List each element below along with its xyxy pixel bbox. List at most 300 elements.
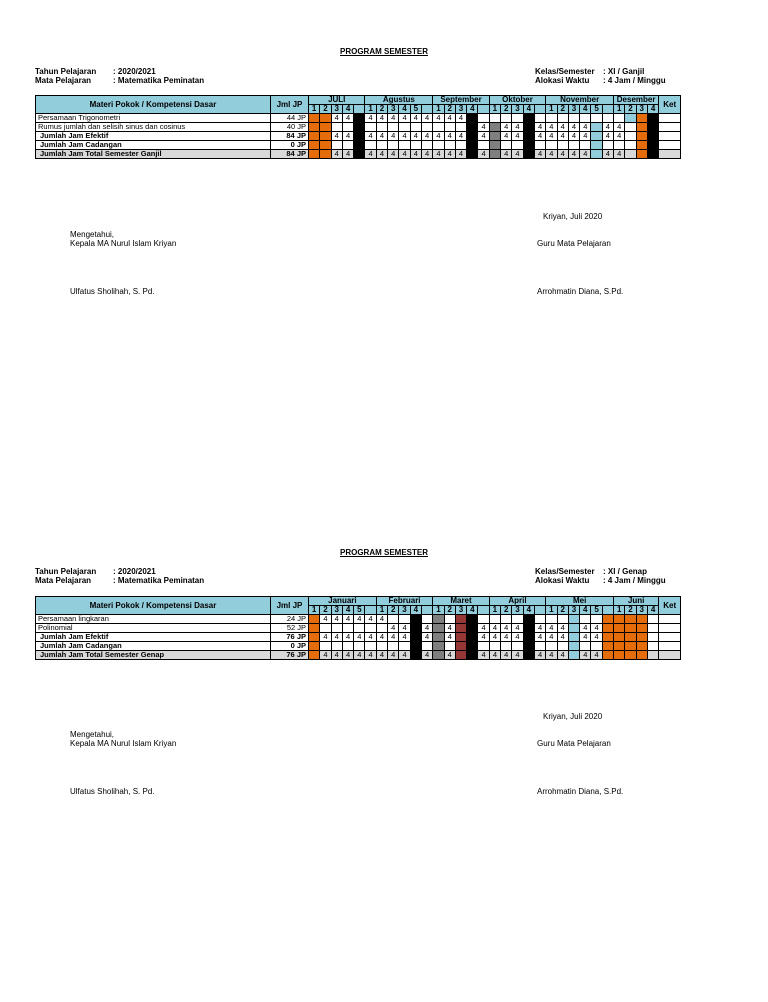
week-cell: 4 xyxy=(376,651,387,660)
week-cell: 4 xyxy=(388,114,399,123)
month-header: Januari xyxy=(309,597,377,606)
week-cell xyxy=(523,651,534,660)
week-cell xyxy=(614,642,625,651)
tahun-pelajaran xyxy=(35,67,156,76)
week-cell: 4 xyxy=(501,132,512,141)
week-number: 2 xyxy=(444,105,455,114)
week-cell: 4 xyxy=(568,132,579,141)
week-cell: 4 xyxy=(546,624,557,633)
week-cell: 4 xyxy=(399,132,410,141)
alokasi-value: : 4 Jam / Minggu xyxy=(603,76,666,85)
week-number: 4 xyxy=(523,105,534,114)
week-cell xyxy=(309,624,320,633)
week-cell xyxy=(546,141,557,150)
week-cell: 4 xyxy=(478,150,489,159)
nama-guru: Arrohmatin Diana, S.Pd. xyxy=(537,287,624,296)
week-cell xyxy=(647,114,658,123)
week-cell xyxy=(647,123,658,132)
week-cell: 4 xyxy=(591,633,602,642)
week-cell xyxy=(602,624,613,633)
week-cell xyxy=(478,642,489,651)
tahun-value: : 2020/2021 xyxy=(113,67,156,76)
week-number: 5 xyxy=(591,105,602,114)
week-number: 4 xyxy=(580,606,591,615)
week-cell xyxy=(591,615,602,624)
materi-cell: Jumlah Jam Cadangan xyxy=(36,642,271,651)
week-cell xyxy=(388,141,399,150)
week-cell: 4 xyxy=(444,651,455,660)
week-cell: 4 xyxy=(455,114,466,123)
week-cell xyxy=(546,615,557,624)
week-cell xyxy=(512,141,523,150)
guru-label: Guru Mata Pelajaran xyxy=(537,239,611,248)
week-cell xyxy=(489,642,500,651)
week-cell: 4 xyxy=(557,132,568,141)
week-cell xyxy=(331,141,342,150)
jp-cell: 84 JP xyxy=(271,150,309,159)
ket-cell xyxy=(659,150,681,159)
week-cell: 4 xyxy=(410,150,421,159)
jp-cell: 0 JP xyxy=(271,642,309,651)
header-jml-jp: Jml JP xyxy=(271,96,309,114)
week-cell: 4 xyxy=(557,123,568,132)
week-cell xyxy=(647,150,658,159)
materi-cell: Jumlah Jam Total Semester Ganjil xyxy=(36,150,271,159)
week-cell xyxy=(455,633,466,642)
week-cell xyxy=(523,132,534,141)
week-cell: 4 xyxy=(365,651,376,660)
week-number: 1 xyxy=(614,105,625,114)
week-cell xyxy=(602,651,613,660)
week-cell: 4 xyxy=(421,114,432,123)
week-spacer xyxy=(421,606,432,615)
kelas-label: Kelas/Semester xyxy=(535,67,595,76)
week-cell: 4 xyxy=(376,615,387,624)
week-cell xyxy=(523,123,534,132)
week-number: 5 xyxy=(354,606,365,615)
week-cell xyxy=(568,624,579,633)
week-cell: 4 xyxy=(501,123,512,132)
week-cell xyxy=(568,642,579,651)
week-cell xyxy=(467,150,478,159)
week-cell xyxy=(647,624,658,633)
week-number: 2 xyxy=(376,105,387,114)
week-cell xyxy=(647,615,658,624)
week-number: 1 xyxy=(489,606,500,615)
week-cell xyxy=(546,114,557,123)
ket-cell xyxy=(659,114,681,123)
ket-cell xyxy=(659,123,681,132)
week-cell xyxy=(388,123,399,132)
week-cell: 4 xyxy=(580,651,591,660)
week-cell: 4 xyxy=(546,633,557,642)
table-row xyxy=(36,615,681,624)
week-cell: 4 xyxy=(501,150,512,159)
week-cell xyxy=(614,624,625,633)
week-cell xyxy=(342,642,353,651)
week-number: 4 xyxy=(580,105,591,114)
week-cell xyxy=(489,141,500,150)
table-row xyxy=(36,624,681,633)
week-number: 2 xyxy=(625,105,636,114)
jp-cell: 44 JP xyxy=(271,114,309,123)
week-cell: 4 xyxy=(534,123,545,132)
week-cell: 4 xyxy=(444,150,455,159)
week-number: 1 xyxy=(546,606,557,615)
week-cell xyxy=(331,123,342,132)
week-cell: 4 xyxy=(546,132,557,141)
week-cell: 4 xyxy=(501,633,512,642)
week-cell: 4 xyxy=(331,150,342,159)
week-cell xyxy=(467,132,478,141)
alokasi-waktu xyxy=(535,576,666,585)
week-cell: 4 xyxy=(478,651,489,660)
semester-genap-page xyxy=(0,501,768,1002)
week-cell: 4 xyxy=(534,633,545,642)
week-cell xyxy=(467,615,478,624)
week-cell xyxy=(534,642,545,651)
guru-label: Guru Mata Pelajaran xyxy=(537,739,611,748)
week-cell xyxy=(523,150,534,159)
week-cell xyxy=(647,132,658,141)
week-cell: 4 xyxy=(501,624,512,633)
week-cell xyxy=(523,633,534,642)
week-cell: 4 xyxy=(602,123,613,132)
week-number: 2 xyxy=(557,606,568,615)
header-ket: Ket xyxy=(659,96,681,114)
week-number: 1 xyxy=(433,105,444,114)
week-cell xyxy=(421,615,432,624)
week-cell xyxy=(501,141,512,150)
tahun-label: Tahun Pelajaran xyxy=(35,67,97,76)
week-cell xyxy=(614,615,625,624)
week-cell: 4 xyxy=(591,651,602,660)
mapel-value: : Matematika Peminatan xyxy=(113,576,205,585)
week-cell xyxy=(433,123,444,132)
jp-cell: 76 JP xyxy=(271,651,309,660)
week-cell xyxy=(602,633,613,642)
week-cell: 4 xyxy=(512,633,523,642)
week-cell xyxy=(376,642,387,651)
week-cell: 4 xyxy=(342,132,353,141)
week-cell: 4 xyxy=(331,114,342,123)
week-cell xyxy=(467,123,478,132)
week-cell xyxy=(546,642,557,651)
week-cell xyxy=(342,123,353,132)
week-cell: 4 xyxy=(534,132,545,141)
week-cell xyxy=(309,615,320,624)
week-cell xyxy=(354,123,365,132)
month-header: Oktober xyxy=(489,96,545,105)
week-cell xyxy=(410,651,421,660)
week-cell xyxy=(636,114,647,123)
week-number: 3 xyxy=(512,105,523,114)
week-cell: 4 xyxy=(342,114,353,123)
table-row xyxy=(36,141,681,150)
week-cell: 4 xyxy=(512,651,523,660)
week-cell xyxy=(501,114,512,123)
week-cell xyxy=(467,633,478,642)
materi-cell: Jumlah Jam Efektif xyxy=(36,132,271,141)
week-cell xyxy=(309,132,320,141)
week-number: 3 xyxy=(331,606,342,615)
week-cell xyxy=(591,141,602,150)
week-cell: 4 xyxy=(489,624,500,633)
week-number: 1 xyxy=(614,606,625,615)
week-cell xyxy=(625,633,636,642)
week-cell xyxy=(421,123,432,132)
table-row xyxy=(36,651,681,660)
week-cell xyxy=(433,651,444,660)
week-cell xyxy=(455,651,466,660)
week-cell: 4 xyxy=(557,651,568,660)
week-cell xyxy=(331,642,342,651)
week-cell xyxy=(376,123,387,132)
week-cell: 4 xyxy=(388,132,399,141)
week-number: 4 xyxy=(399,105,410,114)
week-cell xyxy=(467,651,478,660)
week-cell xyxy=(320,624,331,633)
week-number: 2 xyxy=(320,606,331,615)
week-spacer xyxy=(421,105,432,114)
week-cell xyxy=(614,633,625,642)
week-cell xyxy=(501,615,512,624)
week-cell xyxy=(580,615,591,624)
header-jml-jp: Jml JP xyxy=(271,597,309,615)
week-cell xyxy=(614,141,625,150)
week-cell: 4 xyxy=(534,624,545,633)
mapel-label: Mata Pelajaran xyxy=(35,76,92,85)
week-number: 2 xyxy=(557,105,568,114)
page-title: PROGRAM SEMESTER xyxy=(339,47,428,56)
week-cell: 4 xyxy=(331,132,342,141)
mata-pelajaran xyxy=(35,76,204,85)
week-cell xyxy=(636,615,647,624)
week-cell xyxy=(478,615,489,624)
kepala-label: Kepala MA Nurul Islam Kriyan xyxy=(70,739,177,748)
week-cell xyxy=(399,141,410,150)
week-cell xyxy=(410,633,421,642)
table-row xyxy=(36,150,681,159)
week-cell xyxy=(580,642,591,651)
kelas-value: : XI / Genap xyxy=(603,567,648,576)
week-cell: 4 xyxy=(512,123,523,132)
week-cell xyxy=(365,642,376,651)
week-cell xyxy=(489,150,500,159)
week-cell xyxy=(489,123,500,132)
week-cell: 4 xyxy=(331,615,342,624)
week-cell xyxy=(309,114,320,123)
materi-cell: Jumlah Jam Cadangan xyxy=(36,141,271,150)
tahun-value: : 2020/2021 xyxy=(113,567,156,576)
week-cell xyxy=(365,123,376,132)
alokasi-label: Alokasi Waktu xyxy=(535,76,590,85)
week-cell: 4 xyxy=(410,114,421,123)
week-cell: 4 xyxy=(421,132,432,141)
alokasi-value: : 4 Jam / Minggu xyxy=(603,576,666,585)
week-cell: 4 xyxy=(534,651,545,660)
week-cell xyxy=(342,624,353,633)
week-cell xyxy=(625,141,636,150)
nama-guru: Arrohmatin Diana, S.Pd. xyxy=(537,787,624,796)
week-cell: 4 xyxy=(512,132,523,141)
week-cell: 4 xyxy=(342,150,353,159)
week-cell: 4 xyxy=(365,114,376,123)
week-number: 3 xyxy=(455,606,466,615)
week-number: 4 xyxy=(523,606,534,615)
jp-cell: 0 JP xyxy=(271,141,309,150)
week-cell xyxy=(354,624,365,633)
jp-cell: 52 JP xyxy=(271,624,309,633)
week-number: 4 xyxy=(410,606,421,615)
program-semester-table xyxy=(35,95,681,159)
week-cell xyxy=(625,615,636,624)
week-number: 3 xyxy=(455,105,466,114)
week-cell xyxy=(568,633,579,642)
week-cell: 4 xyxy=(399,624,410,633)
week-cell: 4 xyxy=(399,633,410,642)
week-number: 1 xyxy=(309,105,320,114)
week-cell: 4 xyxy=(342,651,353,660)
week-cell xyxy=(376,624,387,633)
week-number: 1 xyxy=(376,606,387,615)
week-cell: 4 xyxy=(580,150,591,159)
kelas-semester xyxy=(535,67,644,76)
week-cell xyxy=(354,642,365,651)
week-cell: 4 xyxy=(455,150,466,159)
week-cell xyxy=(433,642,444,651)
week-cell: 4 xyxy=(421,651,432,660)
week-number: 1 xyxy=(546,105,557,114)
week-cell xyxy=(557,114,568,123)
week-cell xyxy=(410,141,421,150)
week-cell: 4 xyxy=(614,150,625,159)
week-cell: 4 xyxy=(421,624,432,633)
week-number: 3 xyxy=(388,105,399,114)
week-cell: 4 xyxy=(512,624,523,633)
week-cell: 4 xyxy=(512,150,523,159)
week-cell xyxy=(410,615,421,624)
week-cell xyxy=(512,642,523,651)
week-cell xyxy=(523,114,534,123)
week-cell xyxy=(591,132,602,141)
week-cell xyxy=(309,141,320,150)
week-cell xyxy=(636,633,647,642)
week-number: 3 xyxy=(636,105,647,114)
week-cell: 4 xyxy=(365,633,376,642)
jp-cell: 40 JP xyxy=(271,123,309,132)
materi-cell: Rumus jumlah dan selisih sinus dan cosinus xyxy=(36,123,271,132)
week-cell xyxy=(467,642,478,651)
week-spacer xyxy=(602,606,613,615)
week-cell xyxy=(410,123,421,132)
week-cell: 4 xyxy=(354,633,365,642)
week-number: 2 xyxy=(320,105,331,114)
week-cell: 4 xyxy=(546,651,557,660)
week-number: 2 xyxy=(444,606,455,615)
week-cell xyxy=(625,132,636,141)
week-number: 4 xyxy=(342,606,353,615)
week-number: 3 xyxy=(512,606,523,615)
week-cell: 4 xyxy=(399,150,410,159)
week-cell xyxy=(625,114,636,123)
week-number: 1 xyxy=(433,606,444,615)
week-cell: 4 xyxy=(421,633,432,642)
week-cell: 4 xyxy=(557,633,568,642)
week-cell xyxy=(309,123,320,132)
week-cell xyxy=(410,642,421,651)
week-cell xyxy=(455,141,466,150)
week-cell xyxy=(455,624,466,633)
week-cell xyxy=(331,624,342,633)
week-cell xyxy=(478,141,489,150)
alokasi-label: Alokasi Waktu xyxy=(535,576,590,585)
month-header: Agustus xyxy=(365,96,433,105)
header-materi: Materi Pokok / Kompetensi Dasar xyxy=(36,597,271,615)
week-cell: 4 xyxy=(388,651,399,660)
week-cell: 4 xyxy=(489,633,500,642)
week-cell xyxy=(365,141,376,150)
week-cell xyxy=(455,615,466,624)
week-cell: 4 xyxy=(580,633,591,642)
week-cell xyxy=(568,114,579,123)
week-cell xyxy=(568,651,579,660)
week-cell xyxy=(444,141,455,150)
week-cell: 4 xyxy=(580,132,591,141)
week-cell: 4 xyxy=(546,150,557,159)
week-cell xyxy=(399,642,410,651)
week-cell xyxy=(647,651,658,660)
week-cell xyxy=(376,141,387,150)
week-cell: 4 xyxy=(478,123,489,132)
week-cell xyxy=(309,150,320,159)
table-row xyxy=(36,642,681,651)
week-cell xyxy=(602,615,613,624)
week-number: 3 xyxy=(399,606,410,615)
week-cell xyxy=(354,132,365,141)
week-cell: 4 xyxy=(433,114,444,123)
week-cell xyxy=(399,615,410,624)
week-number: 1 xyxy=(365,105,376,114)
week-cell xyxy=(455,123,466,132)
mengetahui-label: Mengetahui, xyxy=(70,730,115,739)
week-number: 1 xyxy=(489,105,500,114)
week-cell xyxy=(444,123,455,132)
place-date: Kriyan, Juli 2020 xyxy=(543,212,603,221)
materi-cell: Persamaan Trigonometri xyxy=(36,114,271,123)
week-cell: 4 xyxy=(376,132,387,141)
week-cell xyxy=(467,141,478,150)
week-number: 4 xyxy=(467,606,478,615)
week-cell: 4 xyxy=(614,132,625,141)
week-cell xyxy=(365,624,376,633)
week-cell xyxy=(591,123,602,132)
week-cell: 4 xyxy=(614,123,625,132)
table-row xyxy=(36,123,681,132)
week-cell xyxy=(614,114,625,123)
week-cell: 4 xyxy=(399,114,410,123)
week-number: 2 xyxy=(625,606,636,615)
week-cell xyxy=(636,624,647,633)
week-cell xyxy=(388,615,399,624)
week-spacer xyxy=(365,606,376,615)
week-cell: 4 xyxy=(399,651,410,660)
week-cell: 4 xyxy=(444,114,455,123)
week-cell xyxy=(625,150,636,159)
table-row xyxy=(36,114,681,123)
week-cell: 4 xyxy=(568,123,579,132)
week-spacer xyxy=(534,105,545,114)
